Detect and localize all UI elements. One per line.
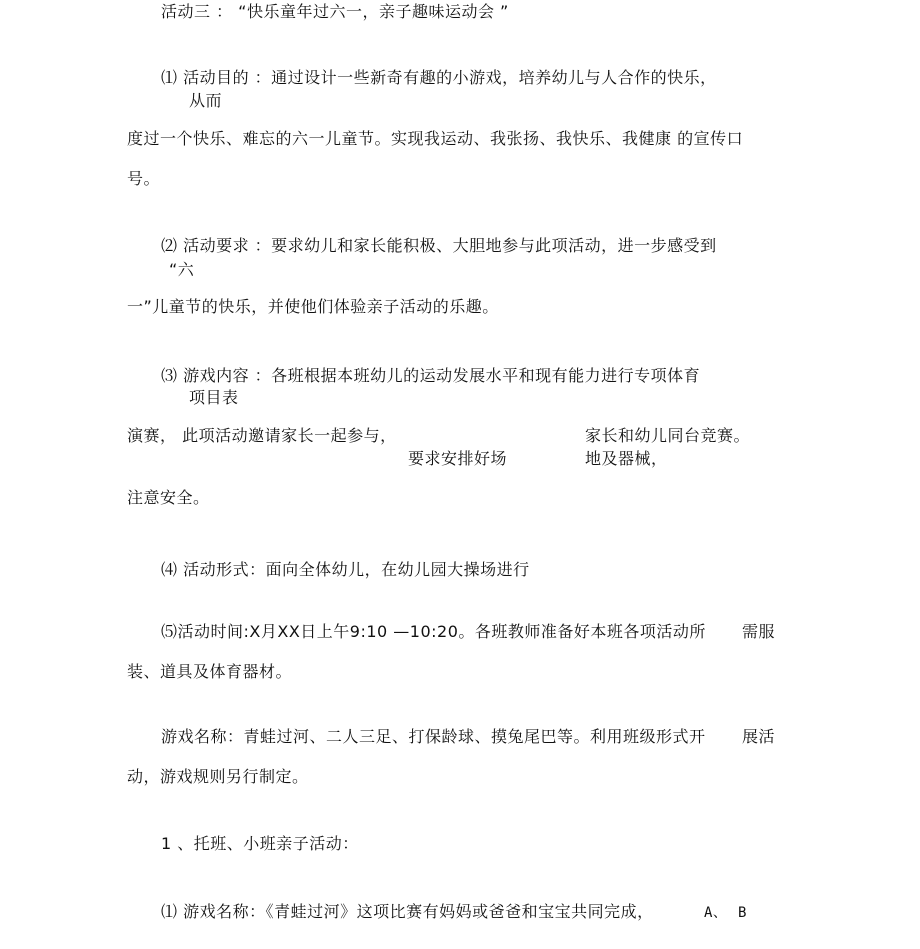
content-line-2-right-b: 地及器械，: [585, 449, 668, 468]
form-line-1: ⑷ 活动形式：面向全体幼儿，在幼儿园大操场进行: [161, 560, 530, 579]
games-line-1: 游戏名称：青蛙过河、二人三足、打保龄球、摸兔尾巴等。利用班级形式开: [161, 727, 706, 746]
requirements-line-1: ⑵ 活动要求 ：要求幼儿和家长能积极、大胆地参与此项活动，进一步感受到: [161, 236, 717, 255]
subsection-title: 1 、托班、小班亲子活动：: [161, 834, 359, 853]
time-line-1-end: 需服: [742, 622, 776, 641]
content-line-3: 注意安全。: [127, 488, 210, 507]
frog-game-line-1: ⑴ 游戏名称：《青蛙过河》这项比赛有妈妈或爸爸和宝宝共同完成，: [161, 902, 654, 921]
games-line-1-end: 展活: [742, 727, 776, 746]
purpose-line-2: 度过一个快乐、难忘的六一儿童节。实现我运动、我张扬、我快乐、我健康 的宣传口: [127, 129, 744, 148]
requirements-line-1-cont: “六: [169, 260, 195, 279]
frog-game-label-a: A、: [704, 905, 728, 921]
content-line-2-mid: 要求安排好场: [408, 449, 508, 468]
purpose-line-3: 号。: [127, 169, 161, 188]
games-line-2: 动，游戏规则另行制定。: [127, 767, 309, 786]
time-line-1: ⑸活动时间:X月XX日上午9:10 —10:20。各班教师准备好本班各项活动所: [161, 622, 706, 641]
requirements-line-2: 一”儿童节的快乐，并使他们体验亲子活动的乐趣。: [127, 297, 499, 316]
purpose-line-1-cont: 从而: [189, 91, 223, 110]
content-line-1: ⑶ 游戏内容 ：各班根据本班幼儿的运动发展水平和现有能力进行专项体育: [161, 366, 701, 385]
time-line-2: 装、道具及体育器材。: [127, 662, 293, 681]
content-line-2-right: 家长和幼儿同台竞赛。: [585, 426, 751, 445]
content-line-1-cont: 项目表: [189, 388, 239, 407]
activity-heading: 活动三 ： “快乐童年过六一，亲子趣味运动会 ”: [161, 2, 509, 21]
frog-game-label-b: B: [738, 905, 747, 921]
content-line-2-left: 演赛， 此项活动邀请家长一起参与，: [127, 426, 397, 445]
purpose-line-1: ⑴ 活动目的 ：通过设计一些新奇有趣的小游戏，培养幼儿与人合作的快乐，: [161, 68, 717, 87]
